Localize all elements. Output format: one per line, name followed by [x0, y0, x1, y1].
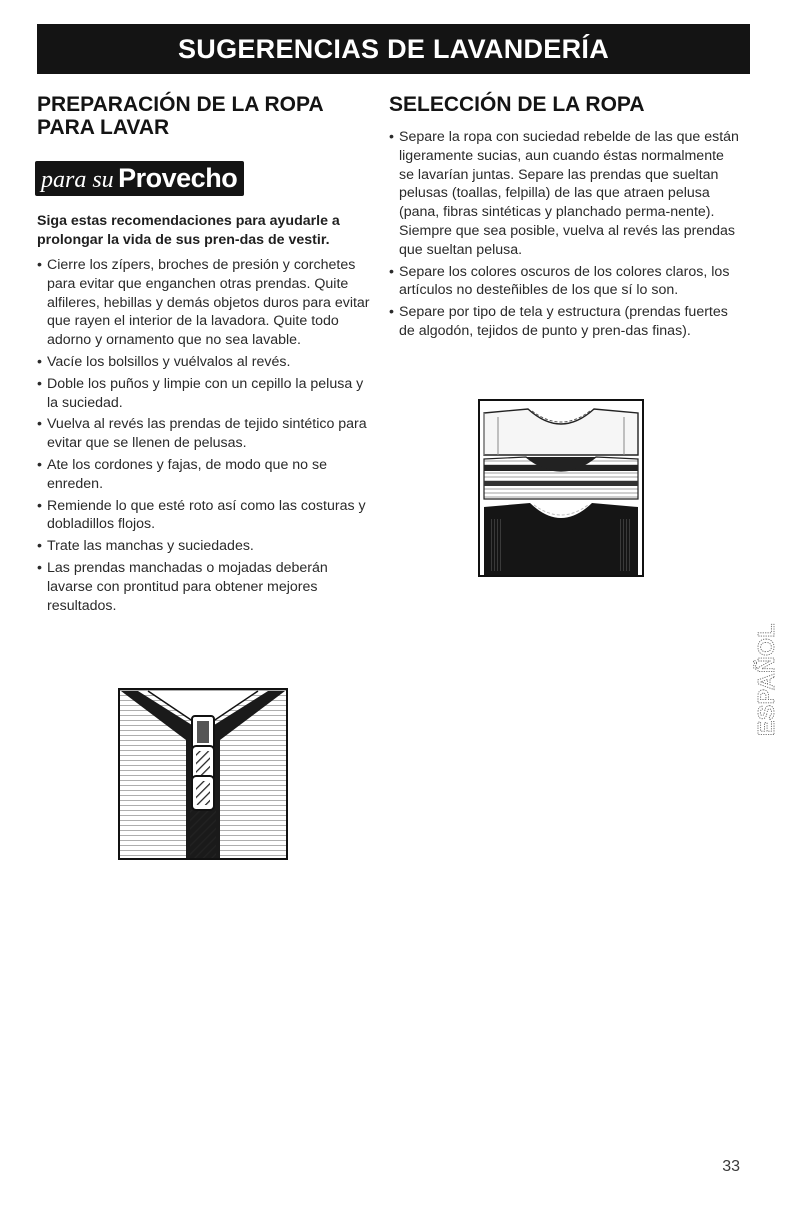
right-column [389, 93, 739, 344]
sorted-clothes-illustration [478, 399, 644, 577]
list-item: • Separe la ropa con suciedad rebelde de las que están ligeramente sucias, aun cuando éstas normalmente se lavarían juntas. Separe las prendas que sueltan pelusas (toallas, felpilla) de las que atraen pelusa (pana, fibras sintéticas y planchado perma-nente). Siempre que sea posible, vuelva al revés las prendas que sueltan pelusa. [389, 128, 739, 260]
list-item: • Vacíe los bolsillos y vuélvalos al revés. [37, 353, 377, 372]
list-item: • Ate los cordones y fajas, de modo que no se enreden. [37, 456, 377, 494]
section-banner: SUGERENCIAS DE LAVANDERÍA [37, 24, 750, 74]
badge-bold-text: Provecho [118, 163, 238, 193]
list-item: • Separe por tipo de tela y estructura (prendas fuertes de algodón, tejidos de punto y pren-das finas). [389, 303, 739, 341]
list-item: • Vuelva al revés las prendas de tejido sintético para evitar que se llenen de pelusas. [37, 415, 377, 453]
list-item: • Doble los puños y limpie con un cepillo la pelusa y la suciedad. [37, 375, 377, 413]
zipper-illustration [118, 688, 288, 860]
prep-heading-line1: PREPARACIÓN DE LA ROPA [37, 93, 324, 116]
page-number: 33 [722, 1158, 740, 1175]
language-side-tab [753, 553, 780, 739]
prep-heading [37, 93, 377, 139]
intro-text: Siga estas recomendaciones para ayudarle a prolongar la vida de sus pren-das de vestir. [37, 213, 340, 248]
side-tab-text: ESPAÑOL [753, 623, 779, 736]
list-item: • Remiende lo que esté roto así como las costuras y dobladillos flojos. [37, 497, 377, 535]
selection-list [389, 128, 739, 341]
para-su-provecho-badge [35, 161, 244, 196]
list-item: • Separe los colores oscuros de los colores claros, los artículos no desteñibles de los que sí lo son. [389, 263, 739, 301]
list-item: • Trate las manchas y suciedades. [37, 537, 377, 556]
badge-italic-text: para su [41, 167, 114, 193]
left-column [37, 93, 377, 618]
list-item: • Las prendas manchadas o mojadas deberán lavarse con prontitud para obtener mejores resultados. [37, 559, 377, 615]
selection-heading: SELECCIÓN DE LA ROPA [389, 93, 645, 116]
prep-list [37, 256, 377, 615]
prep-heading-line2: PARA LAVAR [37, 116, 170, 139]
list-item: • Cierre los zípers, broches de presión y corchetes para evitar que enganchen otras prendas. Quite alfileres, hebillas y demás objetos duros para evitar que rayen el interior de la lavadora. Quite todo adorno y ornamento que no sea lavable. [37, 256, 377, 350]
